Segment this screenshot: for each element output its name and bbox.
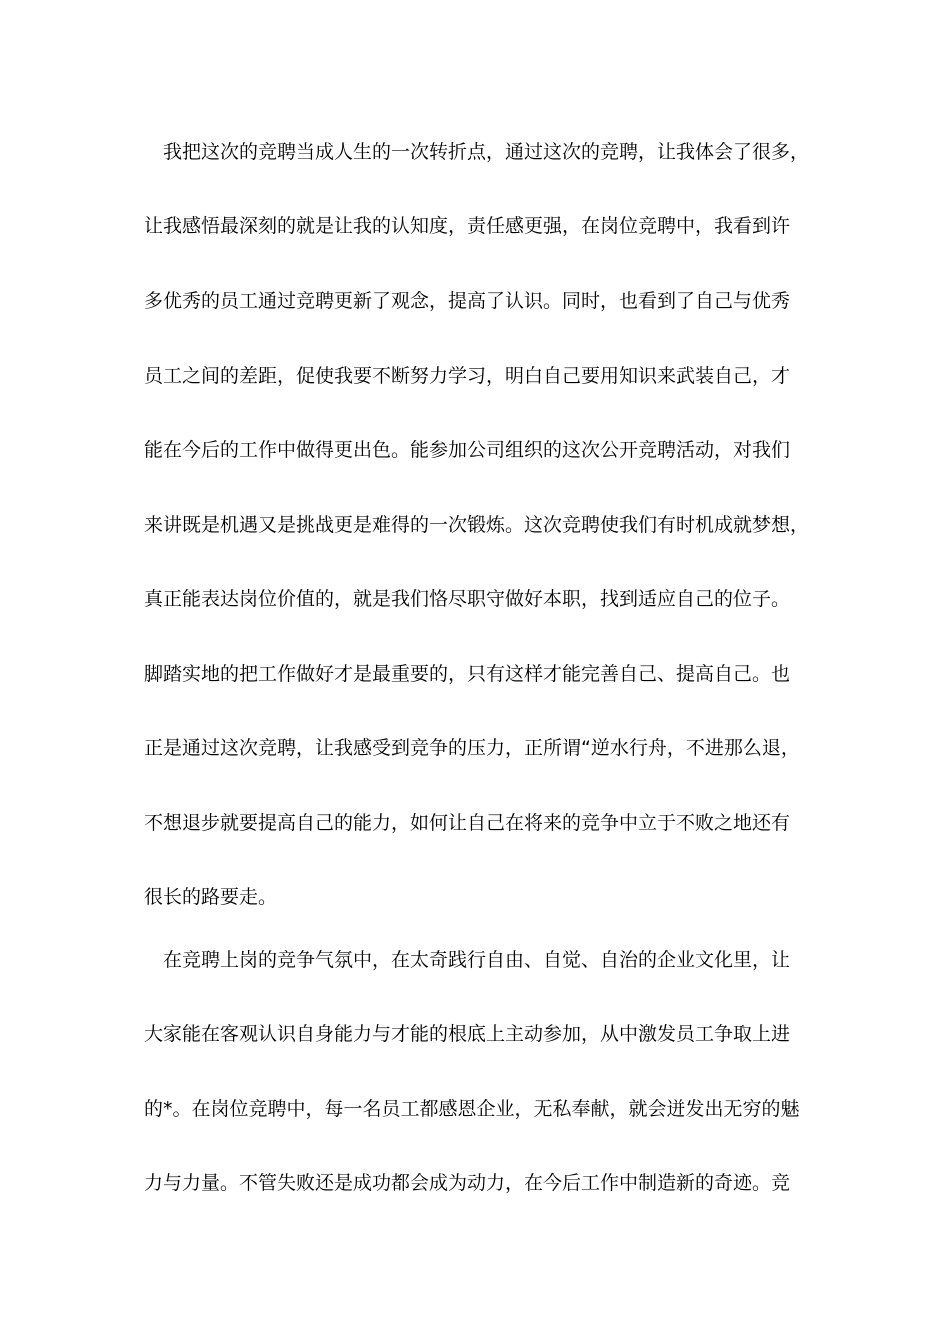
paragraph-1-line-7: 真正能表达岗位价值的，就是我们恪尽职守做好本职，找到适应自己的位子。 [144, 588, 791, 610]
paragraph-1-line-6: 来讲既是机遇又是挑战更是难得的一次锻炼。这次竞聘使我们有时机成就梦想， [144, 514, 810, 536]
paragraph-2-line-1: 在竞聘上岗的竞争气氛中，在太奇践行自由、自觉、自治的企业文化里，让 [163, 949, 791, 971]
paragraph-1-line-2: 让我感悟最深刻的就是让我的认知度，责任感更强，在岗位竞聘中，我看到许 [144, 215, 791, 237]
paragraph-1-line-1: 我把这次的竞聘当成人生的一次转折点，通过这次的竞聘，让我体会了很多， [163, 141, 810, 163]
paragraph-2-line-4: 力与力量。不管失败还是成功都会成为动力，在今后工作中制造新的奇迹。竞 [144, 1172, 791, 1194]
paragraph-1-line-11: 很长的路要走。 [144, 886, 278, 908]
paragraph-1-line-10: 不想退步就要提高自己的能力，如何让自己在将来的竞争中立于不败之地还有 [144, 812, 791, 834]
paragraph-1-line-4: 员工之间的差距，促使我要不断努力学习，明白自己要用知识来武装自己，才 [144, 365, 791, 387]
paragraph-2-line-3: 的*。在岗位竞聘中，每一名员工都感恩企业，无私奉献，就会迸发出无穷的魅 [144, 1098, 800, 1120]
paragraph-1-line-5: 能在今后的工作中做得更出色。能参加公司组织的这次公开竞聘活动，对我们 [144, 439, 791, 461]
paragraph-1-line-9: 正是通过这次竞聘，让我感受到竞争的压力，正所谓“逆水行舟，不进那么退， [144, 737, 800, 759]
paragraph-1-line-8: 脚踏实地的把工作做好才是最重要的，只有这样才能完善自己、提高自己。也 [144, 663, 791, 685]
paragraph-1-line-3: 多优秀的员工通过竞聘更新了观念，提高了认识。同时，也看到了自己与优秀 [144, 290, 791, 312]
paragraph-2-line-2: 大家能在客观认识自身能力与才能的根底上主动参加，从中激发员工争取上进 [144, 1023, 791, 1045]
